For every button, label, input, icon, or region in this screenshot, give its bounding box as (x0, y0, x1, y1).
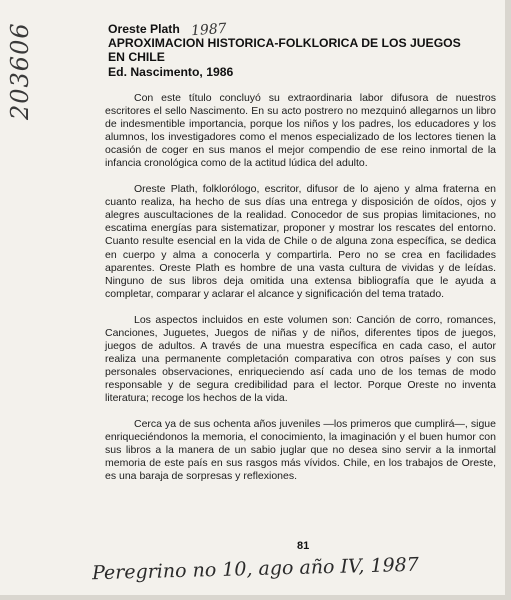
handwritten-archive-number: 203606 (6, 22, 34, 120)
handwritten-source-note: Peregrino no 10, ago año IV, 1987 (91, 553, 420, 585)
paragraph: Los aspectos incluidos en este volumen son: Canción de corro, romances, Canciones, Juguetes, Juegos de niñas y de niños, diferentes tipos de juegos, juegos de adultos. A través de una muestra específica en cada caso, el autor realiza una permanente completación comparativa con otros países y con sus personales observaciones, enriqueciendo así cada uno de los temas de modo responsable y de segura credibilidad para el lector. Porque Oreste no inventa literatura; recoge los hechos de la vida. (105, 313, 496, 404)
scan-edge-bottom (0, 595, 511, 600)
handwritten-year: 1987 (190, 20, 228, 40)
publisher-info: Ed. Nascimento, 1986 (108, 64, 234, 79)
paragraph: Oreste Plath, folklorólogo, escritor, difusor de lo ajeno y alma fraterna en cuanto realiza, ha hecho de sus días una entrega y disposición de oídos, ojos y alegres auscultaciones de la realidad. Conocedor de sus propias limitaciones, no escatima energías para sistematizar, proponer y mostrar los rescates del entorno. Cuanto resulte esencial en la vida de Chile o de alguna zona específica, se dedica en cuerpo y alma a conocerla y compartirla. Pero no se crea en facilidades aparentes. Oreste Plath es hombre de una vasta cultura de vividas y de leídas. Ninguno de sus libros deja omitida una extensa bibliografía que le ayuda a completar, comparar y aclarar el alcance y significación del tema tratado. (105, 183, 496, 300)
review-header (108, 22, 498, 79)
scan-edge-right (505, 0, 511, 600)
author-name: Oreste Plath (108, 22, 180, 36)
paragraph: Con este título concluyó su extraordinaria labor difusora de nuestros escritores el sello Nascimento. En su acto postrero no mezquinó allegarnos un libro de indesmentible importancia, porque los niños y los padres, los educadores y los alumnos, los investigadores como el menos especializado de los lectores tienen la ocasión de coger en sus manos el mejor compendio de ese reino inmortal de la infancia cronológica como de la actitud lúdica del adulto. (105, 92, 496, 170)
paragraph: Cerca ya de sus ochenta años juveniles —los primeros que cumplirá—, sigue enriqueciéndonos la memoria, el conocimiento, la imaginación y el buen humor con sus libros a la manera de un sabio juglar que no desea sino servir a la inmortal memoria de este país en sus rasgos más vívidos. Chile, en los trabajos de Oreste, es una baraja de sorpresas y reflexiones. (105, 418, 496, 483)
review-body (105, 92, 496, 496)
book-title-line1: APROXIMACION HISTORICA-FOLKLORICA DE LOS JUEGOS (108, 36, 461, 51)
page-number: 81 (297, 540, 310, 552)
book-title-line2: EN CHILE (108, 50, 165, 65)
